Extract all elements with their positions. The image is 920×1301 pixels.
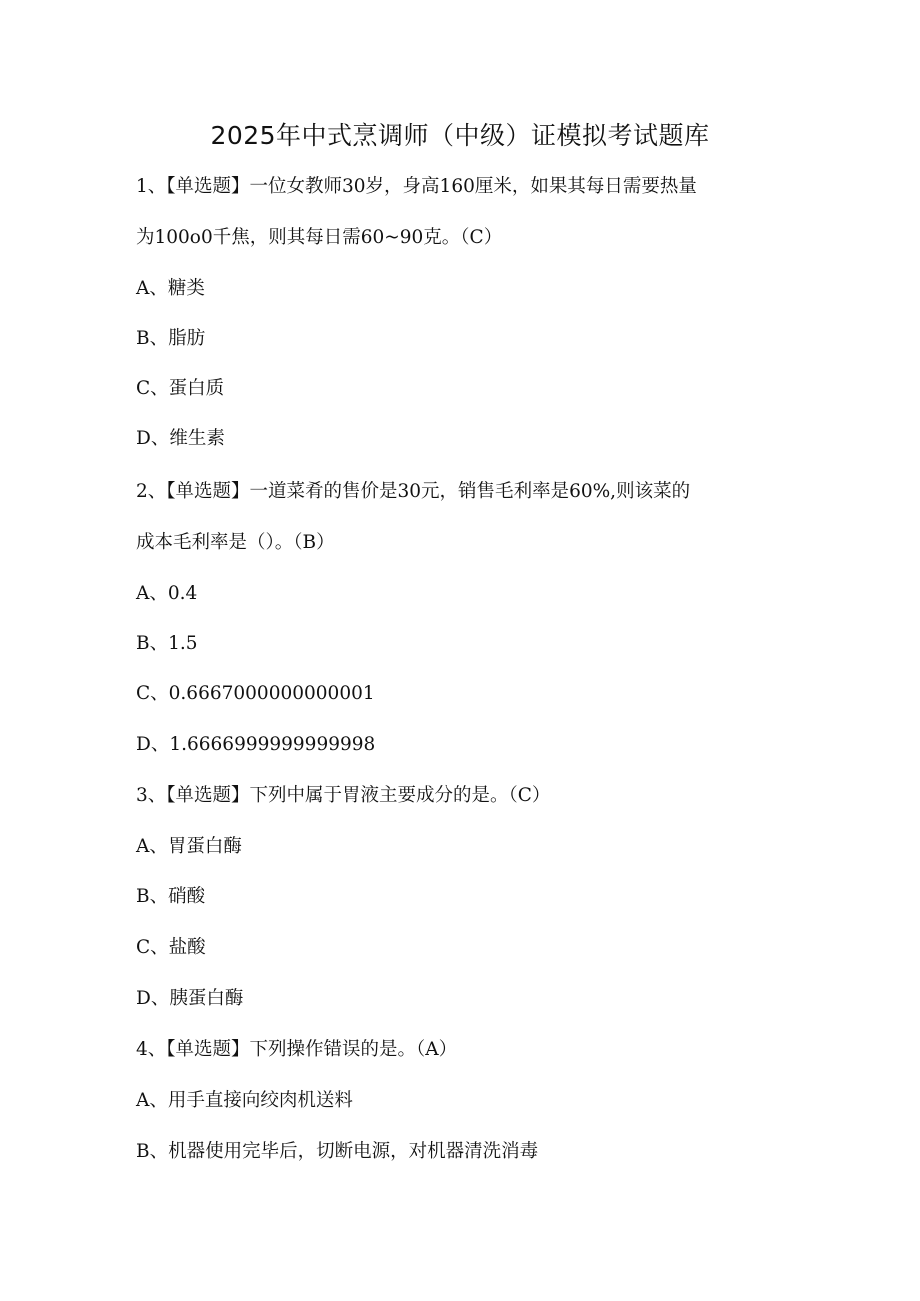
question-3-option-d: D、胰蛋白酶 <box>136 988 244 1009</box>
question-1-stem-line-2: 为100o0千焦，则其每日需60~90克。（C） <box>136 227 503 248</box>
question-1-stem-line-1: 1、【单选题】一位女教师30岁，身高160厘米，如果其每日需要热量 <box>136 176 697 197</box>
document-title: 2025年中式烹调师（中级）证模拟考试题库 <box>210 121 710 150</box>
question-2-option-a: A、0.4 <box>136 583 198 604</box>
question-3-option-b: B、硝酸 <box>136 886 206 907</box>
question-3-option-c: C、盐酸 <box>136 937 206 958</box>
question-1-option-c: C、蛋白质 <box>136 378 225 399</box>
question-1-option-b: B、脂肪 <box>136 328 206 349</box>
question-2-option-d: D、1.6666999999999998 <box>136 734 376 755</box>
question-1-option-d: D、维生素 <box>136 428 225 449</box>
question-4-option-a: A、用手直接向绞肉机送料 <box>136 1090 353 1111</box>
question-2-stem-line-1: 2、【单选题】一道菜肴的售价是30元，销售毛利率是60%,则该菜的 <box>136 481 691 502</box>
question-3-stem-line-1: 3、【单选题】下列中属于胃液主要成分的是。（C） <box>136 785 551 806</box>
question-2-stem-line-2: 成本毛利率是（）。（B） <box>136 532 335 553</box>
question-4-stem-line-1: 4、【单选题】下列操作错误的是。（A） <box>136 1039 458 1060</box>
question-4-option-b: B、机器使用完毕后，切断电源，对机器清洗消毒 <box>136 1141 539 1162</box>
question-3-option-a: A、胃蛋白酶 <box>136 836 242 857</box>
question-2-option-c: C、0.6667000000000001 <box>136 683 375 704</box>
question-1-option-a: A、糖类 <box>136 278 205 299</box>
question-2-option-b: B、1.5 <box>136 633 198 654</box>
